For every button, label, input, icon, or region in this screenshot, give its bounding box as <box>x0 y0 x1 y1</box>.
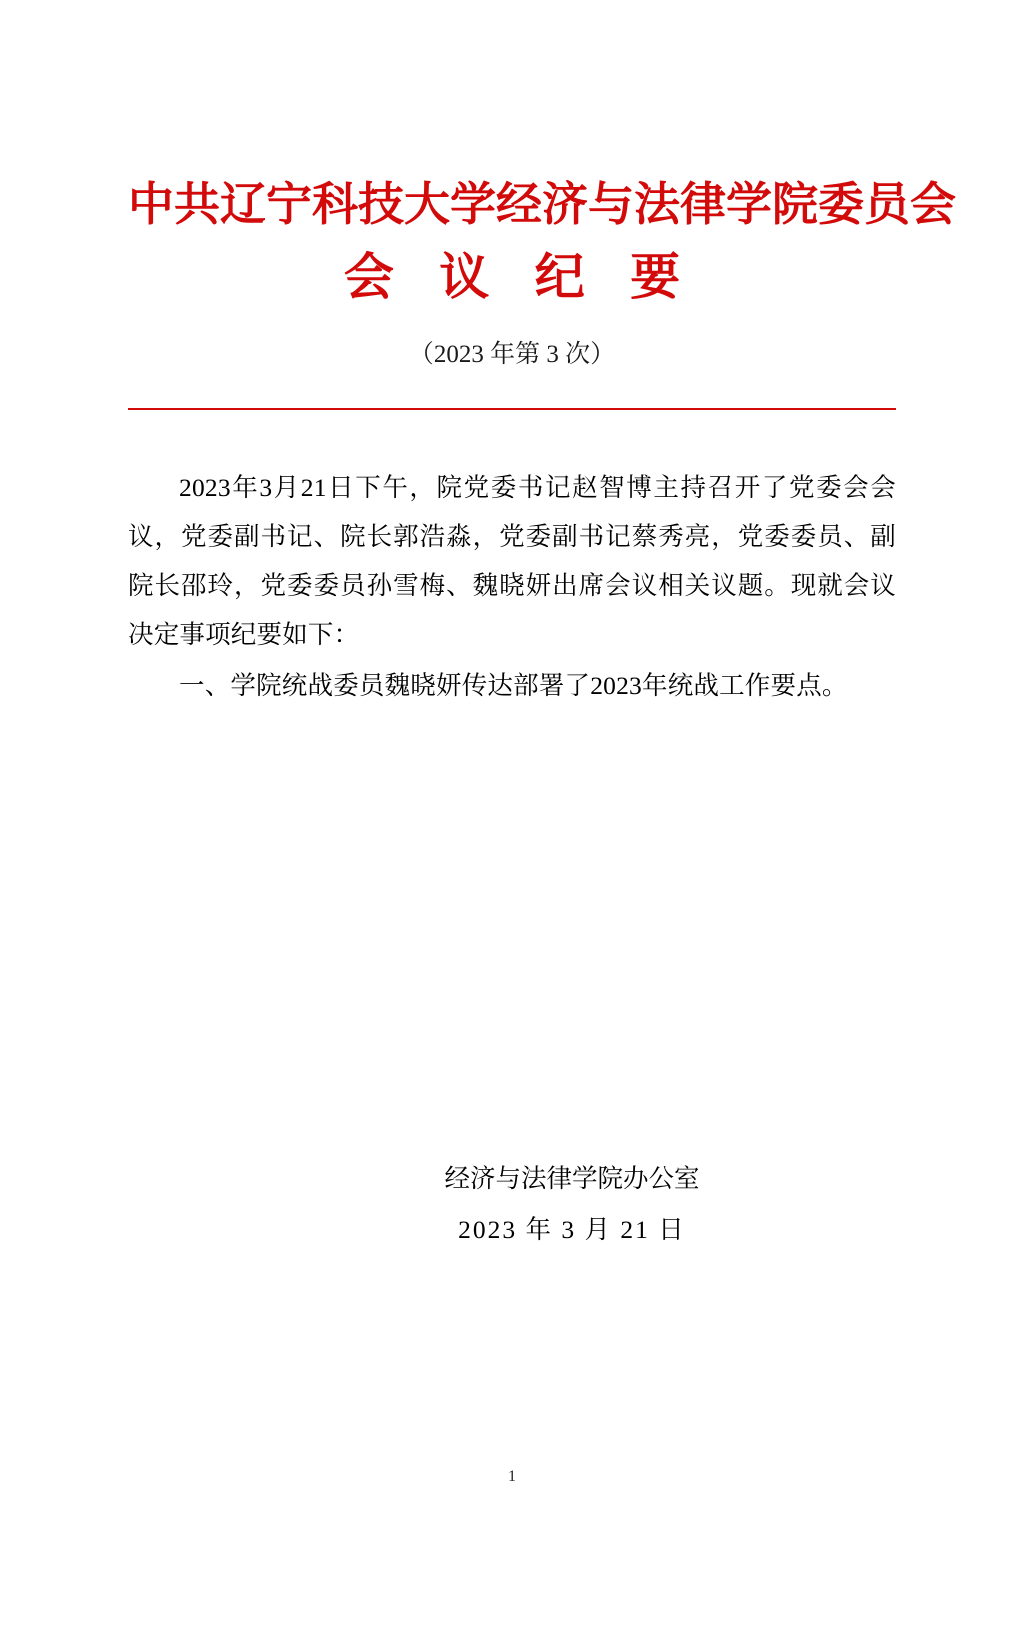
document-title-type: 会 议 纪 要 <box>343 247 695 306</box>
document-issue-number: （2023 年第 3 次） <box>408 341 616 369</box>
signature-block <box>128 1153 896 1255</box>
body-paragraph-1: 2023年3月21日下午，院党委书记赵智博主持召开了党委会会议，党委副书记、院长郭浩淼，党委副书记蔡秀亮，党委委员、副院长邵玲，党委委员孙雪梅、魏晓妍出席会议相关议题。现就会议决定事项纪要如下： <box>128 473 896 650</box>
page-number: 1 <box>508 1468 516 1485</box>
document-body <box>128 464 896 711</box>
signature-organization: 经济与法律学院办公室 <box>444 1164 700 1193</box>
body-paragraph-2: 一、学院统战委员魏晓妍传达部署了2023年统战工作要点。 <box>179 671 848 701</box>
signature-date: 2023 年 3 月 21 日 <box>458 1215 686 1244</box>
document-title-organization: 中共辽宁科技大学经济与法律学院委员会 <box>128 177 956 231</box>
document-page <box>0 178 1024 1626</box>
red-divider-rule <box>128 408 896 410</box>
